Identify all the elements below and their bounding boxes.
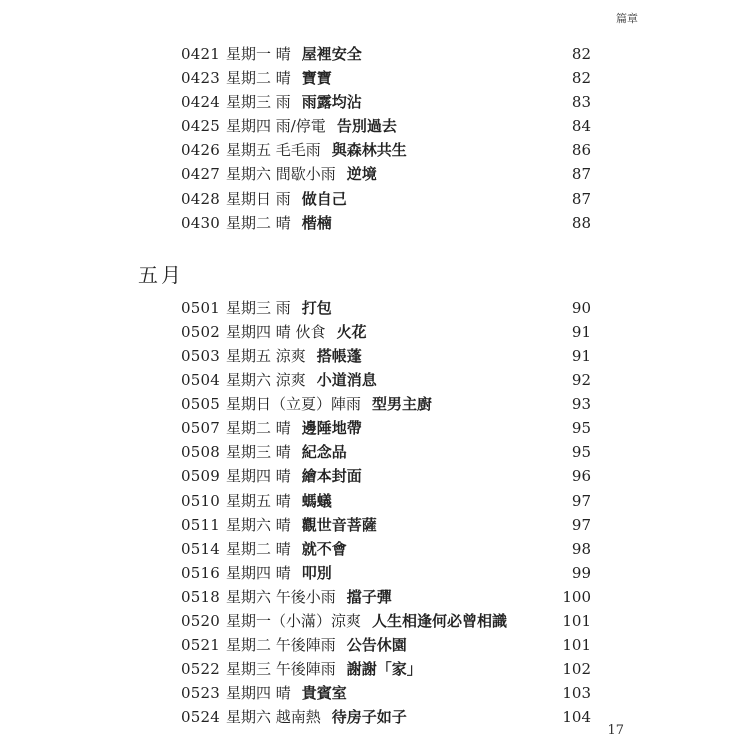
toc-entry-text — [181, 66, 332, 90]
toc-entry — [0, 368, 750, 392]
entry-date: 0428 — [181, 189, 220, 208]
entry-weekday-weather: 星期五 晴 — [225, 491, 291, 510]
toc-entry-text — [181, 561, 332, 585]
running-header: 篇章 — [616, 12, 638, 25]
entry-title: 擋子彈 — [346, 587, 392, 606]
entry-date: 0426 — [181, 141, 220, 160]
entry-weekday-weather: 星期六 涼爽 — [225, 371, 306, 390]
toc-entry — [0, 633, 750, 657]
toc-entry-text — [181, 296, 332, 320]
entry-title: 寶寶 — [301, 69, 332, 88]
entry-title: 紀念品 — [301, 443, 347, 462]
toc-entry — [0, 657, 750, 681]
toc-entry-text — [181, 537, 347, 561]
entry-date: 0423 — [181, 69, 220, 88]
entry-page-number: 82 — [571, 45, 591, 63]
entry-weekday-weather: 星期一（小滿）涼爽 — [225, 611, 361, 630]
entry-date: 0424 — [181, 93, 220, 112]
toc-entry-text — [181, 681, 347, 705]
entry-weekday-weather: 星期四 晴 — [225, 684, 291, 703]
entry-weekday-weather: 星期三 雨 — [225, 298, 291, 317]
toc-entry — [0, 344, 750, 368]
entry-page-number: 95 — [571, 419, 591, 438]
entry-page-number: 97 — [571, 491, 591, 510]
toc-entry-text — [181, 489, 332, 513]
entry-title: 楷楠 — [301, 213, 332, 232]
toc-entry — [0, 138, 750, 162]
toc-entry — [0, 609, 750, 633]
entry-weekday-weather: 星期日（立夏）陣雨 — [225, 395, 361, 414]
toc-entry-text — [181, 513, 377, 537]
entry-title: 繪本封面 — [301, 467, 362, 486]
entry-weekday-weather: 星期一 晴 — [225, 45, 291, 63]
entry-title: 搭帳蓬 — [316, 346, 362, 365]
entry-weekday-weather: 星期三 午後陣雨 — [225, 660, 336, 679]
toc-entry-text — [181, 344, 362, 368]
section-heading-may: 五月 — [138, 262, 184, 287]
may-entries — [0, 296, 750, 730]
entry-date: 0427 — [181, 165, 220, 184]
toc-entry-text — [181, 440, 347, 464]
entry-page-number: 93 — [571, 395, 591, 414]
entry-page-number: 104 — [562, 708, 591, 727]
toc-entry — [0, 162, 750, 186]
entry-title: 人生相逢何必曾相識 — [372, 611, 508, 630]
entry-weekday-weather: 星期六 間歇小雨 — [225, 165, 336, 184]
entry-page-number: 98 — [571, 539, 591, 558]
entry-page-number: 97 — [571, 515, 591, 534]
entry-weekday-weather: 星期四 晴 伙食 — [225, 322, 326, 341]
toc-entry — [0, 187, 750, 211]
entry-title: 叩別 — [301, 563, 332, 582]
entry-title: 螞蟻 — [301, 491, 332, 510]
toc-entry-text — [181, 609, 507, 633]
entry-page-number: 101 — [562, 636, 591, 655]
entry-date: 0503 — [181, 346, 220, 365]
entry-title: 貴賓室 — [301, 684, 347, 703]
toc-entry — [0, 416, 750, 440]
entry-page-number: 95 — [571, 443, 591, 462]
entry-date: 0524 — [181, 708, 220, 727]
entry-page-number: 101 — [562, 611, 591, 630]
toc-entry-text — [181, 464, 362, 488]
toc-entry — [0, 585, 750, 609]
entry-weekday-weather: 星期四 晴 — [225, 467, 291, 486]
toc-entry-text — [181, 114, 397, 138]
toc-entry-text — [181, 416, 362, 440]
entry-title: 雨露均沾 — [301, 93, 362, 112]
entry-date: 0507 — [181, 419, 220, 438]
entry-page-number: 91 — [571, 346, 591, 365]
toc-entry-text — [181, 187, 347, 211]
entry-date: 0523 — [181, 684, 220, 703]
toc-entry — [0, 537, 750, 561]
entry-page-number: 87 — [571, 165, 591, 184]
entry-date: 0425 — [181, 117, 220, 136]
entry-title: 公告休園 — [346, 636, 407, 655]
toc-entry — [0, 489, 750, 513]
toc-entry — [0, 66, 750, 90]
entry-date: 0518 — [181, 587, 220, 606]
entry-weekday-weather: 星期四 晴 — [225, 563, 291, 582]
entry-date: 0502 — [181, 322, 220, 341]
entry-date: 0509 — [181, 467, 220, 486]
toc-entry-text — [181, 211, 332, 235]
toc-entry — [0, 440, 750, 464]
entry-page-number: 82 — [571, 69, 591, 88]
toc-entry-text — [181, 90, 362, 114]
entry-date: 0516 — [181, 563, 220, 582]
entry-page-number: 87 — [571, 189, 591, 208]
entry-page-number: 86 — [571, 141, 591, 160]
entry-weekday-weather: 星期二 午後陣雨 — [225, 636, 336, 655]
entry-weekday-weather: 星期二 晴 — [225, 419, 291, 438]
entry-weekday-weather: 星期六 晴 — [225, 515, 291, 534]
toc-entry — [0, 392, 750, 416]
entry-date: 0430 — [181, 213, 220, 232]
entry-title: 火花 — [336, 322, 367, 341]
entry-title: 做自己 — [301, 189, 347, 208]
entry-date: 0504 — [181, 371, 220, 390]
toc-entry — [0, 296, 750, 320]
entry-date: 0501 — [181, 298, 220, 317]
entry-title: 告別過去 — [336, 117, 397, 136]
toc-entry — [0, 513, 750, 537]
entry-weekday-weather: 星期六 午後小雨 — [225, 587, 336, 606]
toc-entry-text — [181, 162, 377, 186]
entry-title: 屋裡安全 — [301, 45, 362, 63]
entry-page-number: 96 — [571, 467, 591, 486]
entry-page-number: 88 — [571, 213, 591, 232]
entry-weekday-weather: 星期三 雨 — [225, 93, 291, 112]
toc-entry-text — [181, 705, 407, 729]
entry-title: 與森林共生 — [331, 141, 407, 160]
entry-date: 0421 — [181, 45, 220, 63]
entry-weekday-weather: 星期二 晴 — [225, 213, 291, 232]
toc-entry — [0, 114, 750, 138]
entry-page-number: 92 — [571, 371, 591, 390]
table-of-contents — [0, 42, 750, 729]
toc-entry — [0, 705, 750, 729]
entry-title: 打包 — [301, 298, 332, 317]
entry-page-number: 102 — [562, 660, 591, 679]
entry-page-number: 91 — [571, 322, 591, 341]
entry-page-number: 83 — [571, 93, 591, 112]
toc-entry — [0, 464, 750, 488]
entry-title: 逆境 — [346, 165, 377, 184]
toc-entry-text — [181, 585, 392, 609]
entry-date: 0505 — [181, 395, 220, 414]
entry-page-number: 100 — [562, 587, 591, 606]
entry-date: 0511 — [181, 515, 220, 534]
entry-page-number: 90 — [571, 298, 591, 317]
toc-entry — [0, 561, 750, 585]
toc-entry-text — [181, 657, 422, 681]
entry-title: 觀世音菩薩 — [301, 515, 377, 534]
entry-title: 謝謝「家」 — [346, 660, 422, 679]
entry-weekday-weather: 星期日 雨 — [225, 189, 291, 208]
page-number: 17 — [607, 723, 624, 738]
entry-title: 小道消息 — [316, 371, 377, 390]
entry-weekday-weather: 星期五 毛毛雨 — [225, 141, 321, 160]
entry-date: 0521 — [181, 636, 220, 655]
entry-title: 待房子如子 — [331, 708, 407, 727]
entry-title: 就不會 — [301, 539, 347, 558]
toc-entry-text — [181, 320, 367, 344]
toc-entry-text — [181, 42, 362, 66]
entry-title: 邊陲地帶 — [301, 419, 362, 438]
entry-date: 0510 — [181, 491, 220, 510]
toc-entry — [0, 211, 750, 235]
toc-entry-text — [181, 633, 407, 657]
toc-entry — [0, 681, 750, 705]
toc-entry-text — [181, 392, 432, 416]
entry-weekday-weather: 星期四 雨/停電 — [225, 117, 326, 136]
entry-title: 型男主廚 — [372, 395, 433, 414]
entry-weekday-weather: 星期二 晴 — [225, 69, 291, 88]
toc-entry — [0, 90, 750, 114]
entry-weekday-weather: 星期六 越南熱 — [225, 708, 321, 727]
april-entries — [0, 42, 750, 235]
entry-page-number: 99 — [571, 563, 591, 582]
entry-weekday-weather: 星期三 晴 — [225, 443, 291, 462]
entry-date: 0522 — [181, 660, 220, 679]
entry-date: 0514 — [181, 539, 220, 558]
entry-date: 0508 — [181, 443, 220, 462]
toc-entry — [0, 42, 750, 66]
entry-weekday-weather: 星期五 涼爽 — [225, 346, 306, 365]
toc-entry-text — [181, 138, 407, 162]
entry-page-number: 103 — [562, 684, 591, 703]
entry-page-number: 84 — [571, 117, 591, 136]
entry-weekday-weather: 星期二 晴 — [225, 539, 291, 558]
toc-entry-text — [181, 368, 377, 392]
entry-date: 0520 — [181, 611, 220, 630]
toc-entry — [0, 320, 750, 344]
